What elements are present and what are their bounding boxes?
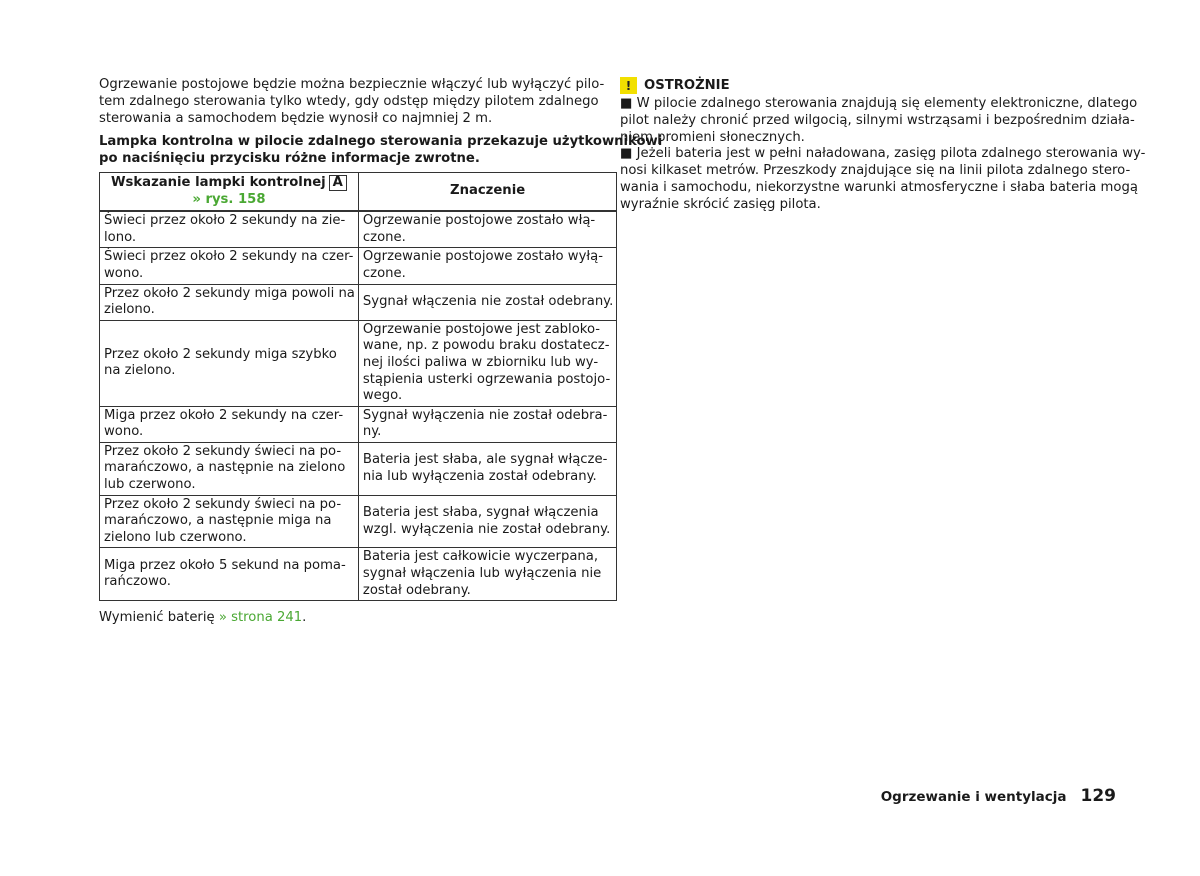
cell-line: Przez około 2 sekundy świeci na po-: [104, 496, 342, 512]
indicator-cell: [100, 548, 359, 601]
cell-line: wzgl. wyłączenia nie został odebrany.: [362, 521, 611, 537]
cell-line: lono.: [104, 229, 137, 245]
meaning-cell: [358, 442, 616, 495]
warning-line: pilot należy chronić przed wilgocią, silnymi wstrząsami i bezpośrednim działa-: [620, 112, 1135, 128]
cell-line: został odebrany.: [362, 582, 471, 598]
warning-line: wyraźnie skrócić zasięg pilota.: [620, 196, 821, 212]
meaning-cell: [358, 495, 616, 548]
replace-battery-note: Wymienić baterię » strona 241.: [99, 610, 307, 626]
indicator-cell: [100, 320, 359, 406]
warning-title: OSTROŻNIE: [644, 78, 730, 93]
intro-line: sterowania a samochodem będzie wynosił co najmniej 2 m.: [99, 110, 493, 126]
intro-line: tem zdalnego sterowania tylko wtedy, gdy odstęp między pilotem zdalnego: [99, 93, 599, 109]
left-column: [99, 77, 663, 626]
warning-header: [620, 77, 1120, 94]
table-row: [100, 442, 617, 495]
right-column: [620, 77, 1146, 214]
table-row: [100, 495, 617, 548]
cell-line: sygnał włączenia lub wyłączenia nie: [362, 566, 602, 582]
cell-line: wono.: [104, 424, 144, 440]
cell-line: Sygnał wyłączenia nie został odebra-: [362, 407, 608, 423]
page-reference-link[interactable]: » strona 241: [218, 610, 303, 626]
table-lead-heading: [99, 134, 663, 168]
lead-line: po naciśnięciu przycisku różne informacje zwrotne.: [99, 151, 480, 167]
indicator-cell: [100, 248, 359, 284]
meaning-cell: [358, 406, 616, 442]
cell-line: rańczowo.: [104, 574, 171, 590]
meaning-cell: [358, 320, 616, 406]
lead-line: Lampka kontrolna w pilocie zdalnego sterowania przekazuje użytkownikowi: [99, 134, 663, 150]
table-body: [100, 211, 617, 601]
meaning-cell: [358, 284, 616, 320]
cell-line: Ogrzewanie postojowe jest zabloko-: [362, 321, 601, 337]
cell-line: lub czerwono.: [104, 477, 196, 493]
meaning-cell: [358, 248, 616, 284]
cell-line: marańczowo, a następnie na zielono: [104, 460, 346, 476]
cell-line: Bateria jest całkowicie wyczerpana,: [362, 549, 599, 565]
warning-line: wania i samochodu, niekorzystne warunki atmosferyczne i słaba bateria mogą: [620, 179, 1138, 195]
cell-line: zielono.: [104, 302, 155, 318]
warning-icon: !: [620, 77, 637, 94]
warning-line: ■ Jeżeli bateria jest w pełni naładowana, zasięg pilota zdalnego sterowania wy-: [620, 146, 1146, 162]
cell-line: nia lub wyłączenia został odebrany.: [362, 468, 597, 484]
cell-line: ny.: [362, 424, 382, 440]
figure-reference-link[interactable]: » rys. 158: [192, 191, 266, 207]
table-row: [100, 548, 617, 601]
cell-line: Ogrzewanie postojowe zostało wyłą-: [362, 249, 603, 265]
table-row: [100, 211, 617, 248]
cell-line: Przez około 2 sekundy miga szybko: [104, 346, 337, 362]
warning-line: niem promieni słonecznych.: [620, 129, 805, 145]
page-footer: [881, 786, 1116, 806]
indicator-cell: [100, 495, 359, 548]
cell-line: Bateria jest słaba, sygnał włączenia: [362, 504, 599, 520]
warning-line: nosi kilkaset metrów. Przeszkody znajdujące się na linii pilota zdalnego stero-: [620, 163, 1131, 179]
cell-line: stąpienia usterki ogrzewania postojo-: [362, 371, 611, 387]
page-number: 129: [1080, 786, 1116, 806]
cell-line: wane, np. z powodu braku dostatecz-: [362, 338, 610, 354]
table-row: [100, 406, 617, 442]
table-header-row: [100, 172, 617, 211]
chapter-title: Ogrzewanie i wentylacja: [880, 789, 1067, 805]
table-row: [100, 248, 617, 284]
warning-line: ■ W pilocie zdalnego sterowania znajdują się elementy elektroniczne, dlatego: [620, 96, 1138, 111]
indicator-cell: [100, 211, 359, 248]
cell-line: czone.: [362, 229, 406, 245]
indicator-cell: [100, 442, 359, 495]
intro-line: Ogrzewanie postojowe będzie można bezpiecznie włączyć lub wyłączyć pilo-: [99, 77, 605, 92]
indicator-table: [99, 172, 617, 601]
cell-line: Miga przez około 2 sekundy na czer-: [104, 407, 344, 423]
indicator-cell: [100, 406, 359, 442]
table-row: [100, 320, 617, 406]
indicator-cell: [100, 284, 359, 320]
cell-line: na zielono.: [104, 363, 176, 379]
cell-line: Sygnał włączenia nie został odebrany.: [362, 293, 614, 309]
meaning-cell: [358, 211, 616, 248]
header-meaning: Znaczenie: [358, 172, 616, 211]
meaning-cell: [358, 548, 616, 601]
cell-line: Świeci przez około 2 sekundy na zie-: [104, 213, 346, 229]
table-row: [100, 284, 617, 320]
intro-paragraph: [99, 77, 605, 127]
cell-line: Miga przez około 5 sekund na poma-: [104, 557, 346, 573]
header-indicator: Wskazanie lampki kontrolnej A » rys. 158: [100, 172, 359, 211]
cell-line: wono.: [104, 265, 144, 281]
cell-line: wego.: [362, 388, 403, 404]
cell-line: Przez około 2 sekundy miga powoli na: [104, 285, 355, 301]
cell-line: Bateria jest słaba, ale sygnał włącze-: [362, 452, 608, 468]
cell-line: Ogrzewanie postojowe zostało włą-: [362, 213, 596, 229]
cell-line: zielono lub czerwono.: [104, 529, 247, 545]
cell-line: Świeci przez około 2 sekundy na czer-: [104, 249, 354, 265]
cell-line: marańczowo, a następnie miga na: [104, 513, 332, 529]
cell-line: czone.: [362, 265, 406, 281]
figure-key-a: A: [329, 175, 347, 191]
cell-line: Przez około 2 sekundy świeci na po-: [104, 443, 342, 459]
warning-body: [620, 96, 1146, 214]
cell-line: nej ilości paliwa w zbiorniku lub wy-: [362, 354, 599, 370]
